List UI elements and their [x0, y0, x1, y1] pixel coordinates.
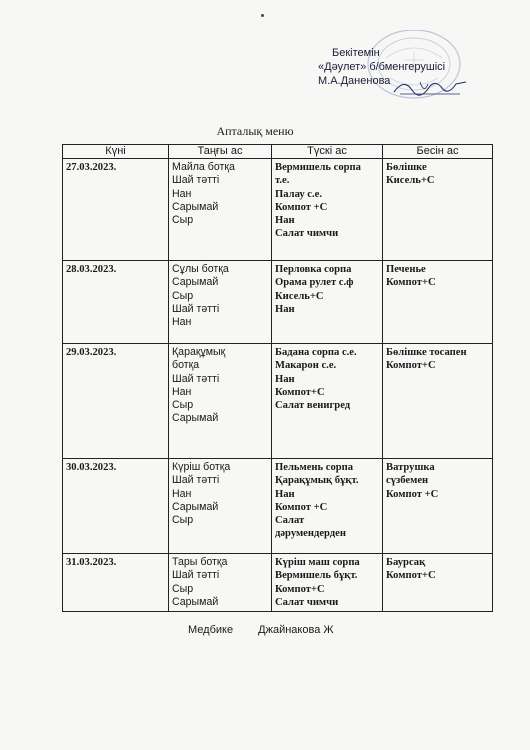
breakfast-cell: [169, 554, 272, 612]
lunch-item: Вермишель бұқт.: [275, 570, 358, 582]
breakfast-item: Қарақұмық: [172, 346, 226, 359]
lunch-item: Кисель+С: [275, 290, 324, 302]
snack-item: Компот +С: [386, 488, 439, 500]
breakfast-item: ботқа: [172, 359, 200, 372]
footer-role: Медбике: [188, 624, 234, 636]
table-row: [63, 159, 493, 261]
breakfast-item: Сыр: [172, 214, 194, 227]
lunch-cell: [272, 261, 383, 344]
breakfast-item: Шай тәтті: [172, 174, 220, 187]
day-cell: 30.03.2023.: [63, 459, 169, 554]
snack-cell: [383, 554, 493, 612]
lunch-item: Компот+С: [275, 386, 325, 398]
lunch-item: Пельмень сорпа: [275, 462, 354, 474]
header-day: Күні: [63, 145, 169, 159]
header-lunch: Түскі ас: [272, 145, 383, 159]
signature-icon: [390, 74, 470, 100]
lunch-item: Салат чимчи: [275, 228, 339, 240]
approval-org: «Дәулет» б/бменгерушісі: [318, 61, 446, 73]
lunch-item: Палау с.е.: [275, 188, 322, 200]
breakfast-item: Сарымай: [172, 276, 219, 289]
lunch-item: Компот +С: [275, 501, 328, 513]
breakfast-item: Сыр: [172, 289, 194, 302]
snack-item: Баурсақ: [386, 557, 426, 569]
breakfast-item: Сарымай: [172, 500, 219, 513]
lunch-item: Орама рулет с.ф: [275, 277, 354, 289]
snack-item: Бөлішке тосапен: [386, 347, 467, 359]
lunch-item: Нан: [275, 215, 295, 227]
lunch-item: Компот+С: [275, 583, 325, 595]
lunch-item: Перловка сорпа: [275, 264, 352, 276]
breakfast-item: Сыр: [172, 582, 194, 595]
breakfast-item: Шай тәтті: [172, 569, 220, 582]
lunch-item: Салат венигред: [275, 400, 351, 412]
footer-signature-line: [188, 624, 334, 636]
table-row: [63, 554, 493, 612]
approval-title: Бекітемін: [332, 47, 380, 59]
snack-cell: [383, 159, 493, 261]
header-snack: Бесін ас: [383, 145, 493, 159]
lunch-item: дәрумендерден: [275, 528, 346, 540]
lunch-cell: [272, 459, 383, 554]
lunch-item: Вермишель сорпа: [275, 162, 361, 174]
snack-item: Бөлішке: [386, 162, 427, 174]
breakfast-cell: [169, 159, 272, 261]
snack-item: Компот+С: [386, 277, 436, 289]
breakfast-cell: [169, 459, 272, 554]
breakfast-item: Нан: [172, 187, 192, 200]
lunch-item: Қарақұмық бұқт.: [275, 475, 359, 487]
breakfast-item: Тары ботқа: [172, 556, 228, 569]
footer-name: Джайнакова Ж: [258, 624, 334, 636]
approval-name: М.А.Даненова: [318, 75, 391, 87]
breakfast-item: Сыр: [172, 399, 194, 412]
weekly-menu-table: [62, 144, 493, 612]
day-cell: 28.03.2023.: [63, 261, 169, 344]
lunch-item: Макарон с.е.: [275, 360, 337, 372]
menu-title: Апталық меню: [216, 124, 294, 138]
table-header-row: [63, 145, 493, 159]
snack-item: Ватрушка: [386, 462, 435, 474]
snack-item: Кисель+С: [386, 175, 435, 187]
breakfast-cell: [169, 261, 272, 344]
breakfast-item: Нан: [172, 316, 192, 329]
day-cell: 27.03.2023.: [63, 159, 169, 261]
snack-item: Печенье: [386, 264, 426, 276]
page-mark: [261, 14, 264, 17]
breakfast-item: Шай тәтті: [172, 372, 220, 385]
lunch-item: Салат чимчи: [275, 596, 339, 608]
breakfast-item: Сыр: [172, 514, 194, 527]
breakfast-item: Сарымай: [172, 595, 219, 608]
breakfast-item: Нан: [172, 487, 192, 500]
breakfast-item: Шай тәтті: [172, 302, 220, 315]
lunch-item: Салат: [275, 515, 305, 527]
day-cell: 29.03.2023.: [63, 344, 169, 459]
day-cell: 31.03.2023.: [63, 554, 169, 612]
header-breakfast: Таңғы ас: [169, 145, 272, 159]
lunch-cell: [272, 344, 383, 459]
breakfast-item: Нан: [172, 385, 192, 398]
lunch-item: т.е.: [275, 175, 290, 187]
snack-cell: [383, 344, 493, 459]
lunch-cell: [272, 159, 383, 261]
lunch-item: Бадана сорпа с.е.: [275, 347, 357, 359]
breakfast-item: Шай тәтті: [172, 474, 220, 487]
snack-item: Компот+С: [386, 360, 436, 372]
snack-item: сүзбемен: [386, 475, 429, 487]
lunch-item: Күріш маш сорпа: [275, 557, 360, 569]
breakfast-item: Сарымай: [172, 412, 219, 425]
breakfast-item: Сұлы ботқа: [172, 263, 229, 276]
lunch-item: Нан: [275, 303, 295, 315]
table-row: [63, 261, 493, 344]
table-row: [63, 459, 493, 554]
breakfast-item: Майла ботқа: [172, 161, 235, 174]
breakfast-item: Сарымай: [172, 200, 219, 213]
lunch-item: Нан: [275, 488, 295, 500]
table-row: [63, 344, 493, 459]
breakfast-item: Күріш ботқа: [172, 461, 231, 474]
snack-item: Компот+С: [386, 570, 436, 582]
lunch-cell: [272, 554, 383, 612]
snack-cell: [383, 459, 493, 554]
snack-cell: [383, 261, 493, 344]
breakfast-cell: [169, 344, 272, 459]
lunch-item: Нан: [275, 373, 295, 385]
lunch-item: Компот +С: [275, 201, 328, 213]
